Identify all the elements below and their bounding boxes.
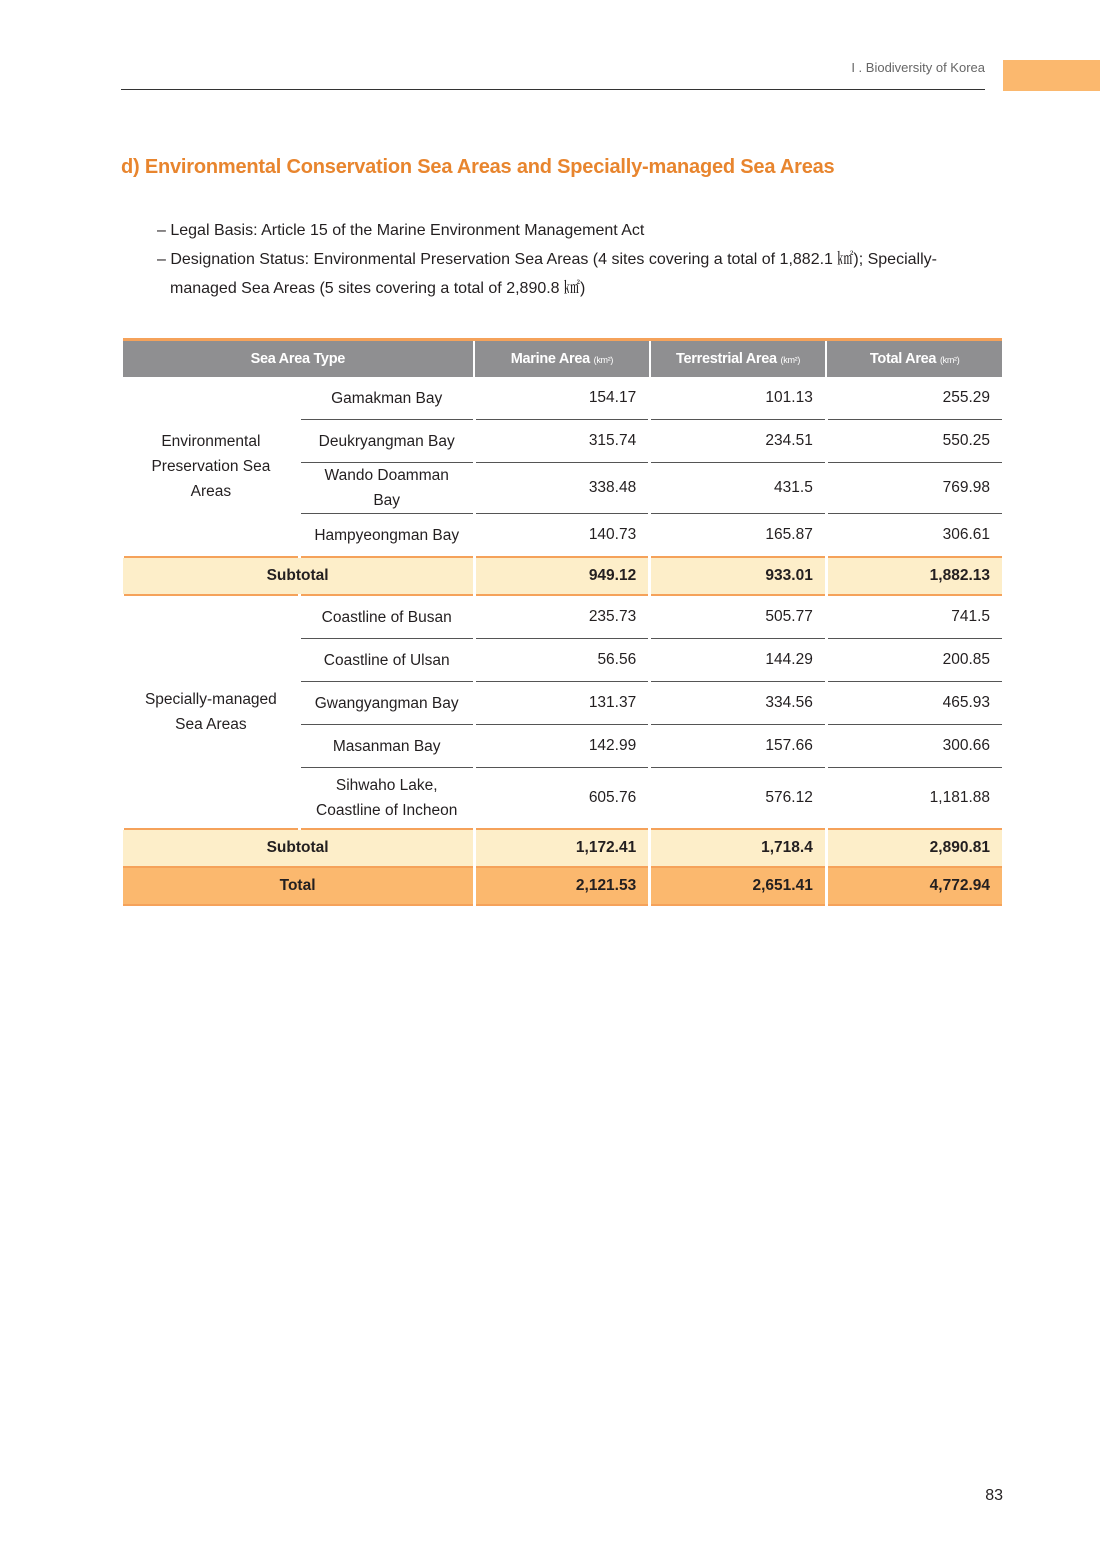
site-name: Masanman Bay [299,725,474,768]
subtotal-row-specially-managed [123,829,1003,867]
terrestrial-area-cell: 505.77 [650,595,827,639]
terrestrial-area-cell: 431.5 [650,463,827,514]
site-name: Coastline of Ulsan [299,639,474,682]
total-area-cell: 465.93 [826,682,1002,725]
header-rule [121,89,985,90]
marine-area-cell: 605.76 [474,768,650,830]
total-area-cell: 200.85 [826,639,1002,682]
terrestrial-area-cell: 576.12 [650,768,827,830]
running-header: I . Biodiversity of Korea [851,60,985,75]
site-name: Hampyeongman Bay [299,514,474,558]
total-area-cell: 769.98 [826,463,1002,514]
site-name: Coastline of Busan [299,595,474,639]
table-row [123,595,1003,639]
total-area-cell: 550.25 [826,420,1002,463]
subtotal-label: Subtotal [123,557,475,595]
site-name: Gwangyangman Bay [299,682,474,725]
total-area-cell: 741.5 [826,595,1002,639]
terrestrial-area-cell: 165.87 [650,514,827,558]
subtotal-terrestrial: 1,718.4 [650,829,827,867]
total-marine: 2,121.53 [474,867,650,905]
total-terrestrial: 2,651.41 [650,867,827,905]
site-name: Deukryangman Bay [299,420,474,463]
marine-area-cell: 56.56 [474,639,650,682]
terrestrial-area-cell: 101.13 [650,377,827,420]
subtotal-marine: 1,172.41 [474,829,650,867]
marine-area-cell: 338.48 [474,463,650,514]
total-label: Total [123,867,475,905]
total-area-cell: 306.61 [826,514,1002,558]
marine-area-cell: 140.73 [474,514,650,558]
site-name: Wando Doamman Bay [299,463,474,514]
col-header-total-area: Total Area (km²) [826,340,1002,378]
total-area-cell: 1,181.88 [826,768,1002,830]
marine-area-cell: 235.73 [474,595,650,639]
terrestrial-area-cell: 157.66 [650,725,827,768]
sea-areas-table [121,338,1002,906]
col-header-marine-area: Marine Area (km²) [474,340,650,378]
site-name: Gamakman Bay [299,377,474,420]
marine-area-cell: 154.17 [474,377,650,420]
bullet-designation-status: – Designation Status: Environmental Preservation Sea Areas (4 sites covering a total of 1,882.1 ㎢); Specially-managed Sea Areas (5 sites covering a total of 2,890.8 ㎢) [157,251,937,297]
table-header-row [123,340,1003,378]
group-type-specially-managed: Specially-managed Sea Areas [123,595,300,829]
col-header-sea-area-type: Sea Area Type [123,340,475,378]
table-row [123,377,1003,420]
header-accent-tab [1003,60,1100,91]
page-number: 83 [985,1487,1003,1504]
bullet-list [157,216,977,303]
total-area-cell: 255.29 [826,377,1002,420]
marine-area-cell: 131.37 [474,682,650,725]
subtotal-marine: 949.12 [474,557,650,595]
terrestrial-area-cell: 234.51 [650,420,827,463]
total-row [123,867,1003,905]
subtotal-label: Subtotal [123,829,475,867]
subtotal-total: 1,882.13 [826,557,1002,595]
total-area-cell: 300.66 [826,725,1002,768]
section-title: d) Environmental Conservation Sea Areas and Specially-managed Sea Areas [121,156,835,178]
group-type-environmental: Environmental Preservation Sea Areas [123,377,300,557]
subtotal-total: 2,890.81 [826,829,1002,867]
marine-area-cell: 142.99 [474,725,650,768]
col-header-terrestrial-area: Terrestrial Area (km²) [650,340,827,378]
subtotal-terrestrial: 933.01 [650,557,827,595]
total-total: 4,772.94 [826,867,1002,905]
site-name: Sihwaho Lake, Coastline of Incheon [299,768,474,830]
bullet-legal-basis: – Legal Basis: Article 15 of the Marine Environment Management Act [157,222,645,239]
subtotal-row-environmental [123,557,1003,595]
terrestrial-area-cell: 144.29 [650,639,827,682]
terrestrial-area-cell: 334.56 [650,682,827,725]
marine-area-cell: 315.74 [474,420,650,463]
